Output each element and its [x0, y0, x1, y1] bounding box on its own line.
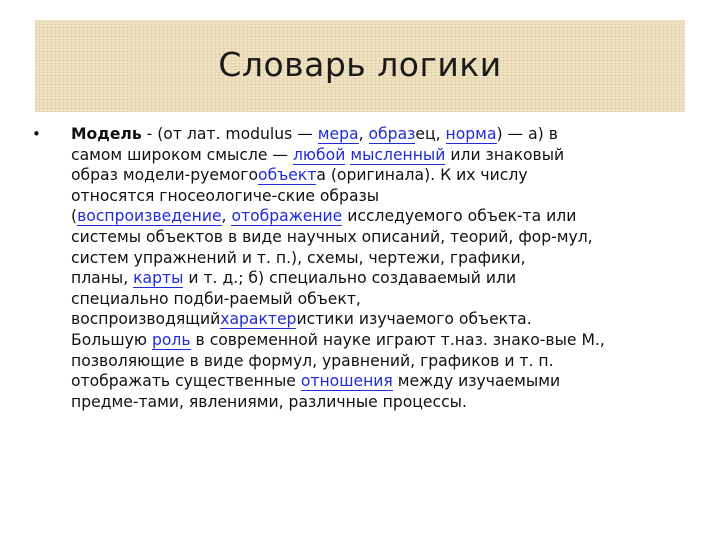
- text-line: [71, 186, 690, 207]
- text-run: и т. д.; б) специально создаваемый или: [183, 269, 517, 288]
- text-run: позволяющие в виде формул, уравнений, графиков и т. п.: [71, 351, 554, 370]
- hyperlink[interactable]: отображение: [231, 207, 343, 226]
- text-run: систем упражнений и т. п.), схемы, чертежи, графики,: [71, 248, 526, 267]
- text-run: специально подби-раемый объект,: [71, 289, 361, 308]
- bullet-item: [30, 124, 690, 412]
- text-line: [71, 289, 690, 310]
- hyperlink[interactable]: мера: [317, 125, 359, 143]
- hyperlink[interactable]: отношения: [300, 372, 393, 391]
- hyperlink[interactable]: роль: [151, 330, 191, 349]
- text-line: [71, 268, 690, 289]
- defined-term: Модель: [71, 125, 142, 143]
- text-run: ец,: [415, 125, 446, 143]
- text-line: [71, 309, 690, 330]
- text-line: [71, 392, 690, 413]
- text-line: [71, 165, 690, 186]
- slide-title: Словарь логики: [218, 44, 502, 84]
- text-run: исследуемого объек-та или: [342, 207, 577, 226]
- text-line: [71, 206, 690, 227]
- slide-content: [30, 124, 690, 412]
- text-run: Большую: [71, 330, 152, 349]
- definition-paragraph: [71, 124, 690, 412]
- hyperlink[interactable]: объект: [258, 166, 317, 185]
- text-run: планы,: [71, 269, 134, 288]
- text-line: [71, 351, 690, 372]
- text-run: ,: [358, 125, 369, 143]
- text-line: [71, 248, 690, 269]
- text-run: воспроизводящий: [71, 310, 221, 329]
- text-run: самом широком смысле —: [71, 145, 293, 164]
- text-line: [71, 124, 690, 145]
- text-run: - (от лат. modulus —: [141, 125, 318, 143]
- hyperlink[interactable]: воспроизведение: [77, 207, 222, 226]
- text-run: в современной науке играют т.наз. знако-вые М.,: [190, 330, 605, 349]
- text-line: [71, 227, 690, 248]
- title-banner: [35, 20, 685, 112]
- text-run: (: [71, 207, 78, 226]
- hyperlink[interactable]: карты: [133, 269, 184, 288]
- hyperlink[interactable]: мысленный: [350, 145, 446, 164]
- text-line: [71, 330, 690, 351]
- text-run: ) — а) в: [496, 125, 558, 143]
- text-run: ,: [221, 207, 232, 226]
- hyperlink[interactable]: норма: [445, 125, 497, 143]
- text-run: или знаковый: [445, 145, 565, 164]
- hyperlink[interactable]: характер: [220, 310, 297, 329]
- text-run: системы объектов в виде научных описаний, теорий, фор-мул,: [71, 227, 593, 246]
- text-run: образ модели-руемого: [71, 166, 259, 185]
- text-run: между изучаемыми: [392, 372, 561, 391]
- bullet-marker: •: [32, 125, 41, 143]
- text-run: предме-тами, явлениями, различные процессы.: [71, 392, 467, 411]
- hyperlink[interactable]: любой: [292, 145, 346, 164]
- text-line: [71, 371, 690, 392]
- text-run: истики изучаемого объекта.: [296, 310, 532, 329]
- text-run: а (оригинала). К их числу: [316, 166, 528, 185]
- text-run: относятся гносеологиче-ские образы: [71, 186, 380, 205]
- text-line: [71, 145, 690, 166]
- text-run: отображать существенные: [71, 372, 301, 391]
- hyperlink[interactable]: образ: [368, 125, 416, 143]
